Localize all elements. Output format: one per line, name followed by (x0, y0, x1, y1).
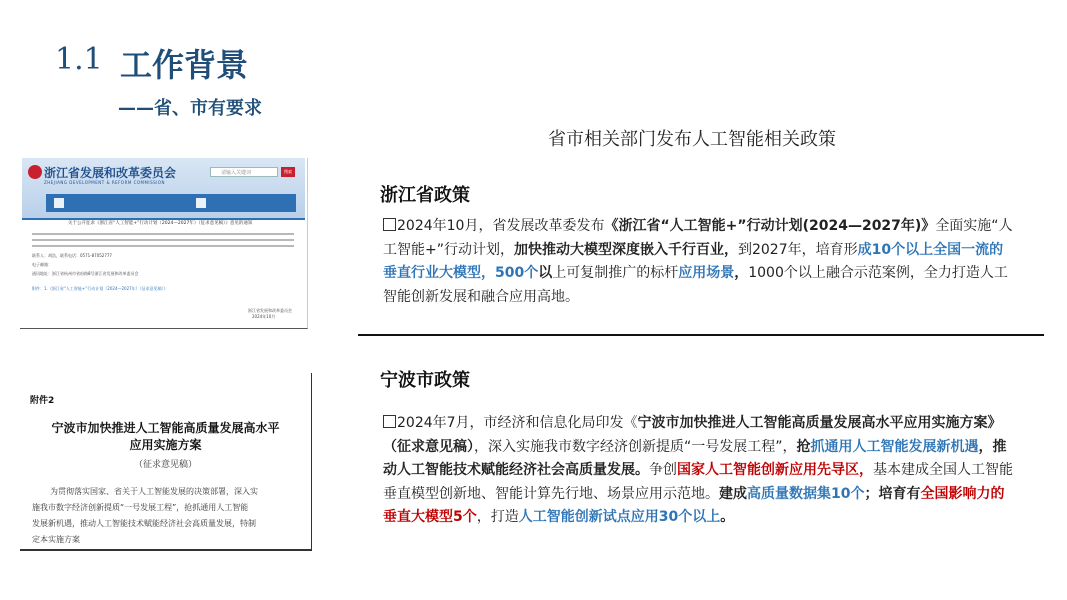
zhejiang-doc-attachment-link: 附件：1.《浙江省“人工智能+”行动计划（2024—2027年）（征求意见稿）》 (32, 286, 168, 291)
ningbo-doc-body-line: 为贯彻落实国家、省关于人工智能发展的决策部署，深入实 (50, 487, 258, 496)
highlight-blue: 成10个以上全国一流的垂直行业大模型，500个 (383, 241, 1004, 281)
text-line (32, 239, 294, 241)
ningbo-document-thumbnail (20, 373, 312, 551)
zhejiang-doc-meta: 联系人：胡浩，联系电话：0571-87052777 (32, 253, 112, 258)
ningbo-doc-title: 宁波市加快推进人工智能高质量发展高水平 (51, 421, 280, 435)
text-run: 上可复制推广的标杆 (552, 265, 679, 281)
text-run: 2024年7月，市经济和信息化局印发《 (397, 415, 638, 431)
text-run: 以 (538, 265, 553, 281)
zhejiang-doc-navbar (46, 194, 296, 212)
zhejiang-doc-org-name-en: ZHEJIANG DEVELOPMENT & REFORM COMMISSION (44, 180, 166, 185)
text-line (32, 245, 294, 247)
text-run: 到2027年，培育形 (737, 241, 858, 258)
highlight-blue: 人工智能创新试点应用30个以上 (518, 509, 721, 525)
text-run: 。 (720, 509, 735, 525)
text-run: ，打造 (476, 509, 519, 525)
zhejiang-policy-heading: 浙江省政策 (380, 185, 470, 206)
key-point: ，推动人工智能技术赋能经济社会高质量发展。 (383, 438, 1007, 478)
highlight-red: 全国影响力的垂直大模型5个 (383, 485, 1005, 525)
text-run: 1000个以上融合示范案例，全力打造人工智能创新发展和融合应用高地。 (383, 265, 1008, 305)
highlight-red: 国家人工智能创新应用先导区， (677, 462, 873, 478)
zhejiang-doc-meta: 通讯地址：浙江省杭州市省府路8号浙江省发展和改革委员会 (32, 271, 139, 276)
zhejiang-doc-search-button: 搜索 (281, 167, 295, 177)
text-run: 建成 (719, 485, 747, 502)
nav-icon (54, 198, 64, 208)
highlight-blue: 抓通用人工智能发展新机遇 (810, 438, 979, 455)
text-run: 争创 (649, 462, 677, 478)
ningbo-policy-heading: 宁波市政策 (380, 370, 470, 391)
ningbo-policy-paragraph (383, 412, 1015, 530)
zhejiang-doc-meta: 电子邮箱： (32, 262, 52, 267)
zhejiang-doc-search-input: 请输入关键词 (210, 167, 278, 177)
text-run: 2024年10月，省发展改革委发布 (397, 218, 605, 234)
text-run: ，深入实施我市数字经济创新提质“一号发展工程”， (474, 438, 797, 455)
zhejiang-doc-signature-date: 2024年10月 (252, 314, 276, 319)
highlight-blue: 高质量数据集10个 (747, 485, 865, 502)
section-number: 1.1 (55, 42, 103, 77)
text-run: ， (734, 265, 749, 281)
zhejiang-policy-paragraph (383, 215, 1015, 309)
ningbo-doc-attachment-label: 附件2 (30, 396, 55, 406)
key-point: 加快推动大模型深度嵌入千行百业， (513, 241, 738, 258)
page-subtitle: ——省、市有要求 (118, 98, 262, 119)
text-run: ；培育有 (864, 485, 921, 502)
ningbo-doc-body-line: 定本实施方案 (32, 535, 80, 544)
ningbo-doc-body-line: 发展新机遇，推动人工智能技术赋能经济社会高质量发展，特制 (32, 519, 256, 528)
nav-icon (196, 198, 206, 208)
zhejiang-doc-notice-title: 关于公开征求《浙江省“人工智能+”行动计划（2024—2027年）（征求意见稿）》意见的通知 (68, 221, 253, 226)
text-line (32, 233, 294, 235)
checkbox-icon (383, 415, 396, 428)
page-title: 工作背景 (120, 46, 249, 84)
text-run: 全面实施“人工智能+”行动计划， (383, 218, 1013, 258)
zhejiang-doc-banner (22, 158, 305, 220)
zhejiang-doc-signature-org: 浙江省发展和改革委员会 (248, 308, 292, 313)
ningbo-doc-draft-label: （征求意见稿） (133, 460, 197, 470)
text-run: 抢 (796, 438, 811, 455)
ningbo-doc-body-line: 施我市数字经济创新提质“一号发展工程”，抢抓通用人工智能 (32, 503, 249, 512)
policy-document-name: 《浙江省“人工智能+”行动计划(2024—2027年)》 (604, 218, 936, 234)
zhejiang-document-thumbnail (20, 158, 308, 329)
text-run: 基本建成全国人工智能垂直模型创新地、智能计算先行地、场景应用示范地。 (383, 462, 1013, 502)
section-divider (358, 334, 1044, 336)
zhejiang-doc-org-name: 浙江省发展和改革委员会 (44, 166, 177, 180)
emblem-icon (28, 165, 42, 179)
checkbox-icon (383, 218, 396, 231)
policy-document-name: 宁波市加快推进人工智能高质量发展高水平应用实施方案》（征求意见稿） (383, 415, 1002, 455)
highlight-blue: 应用场景 (678, 265, 735, 281)
ningbo-doc-title: 应用实施方案 (129, 438, 202, 452)
panel-heading: 省市相关部门发布人工智能相关政策 (548, 129, 836, 150)
